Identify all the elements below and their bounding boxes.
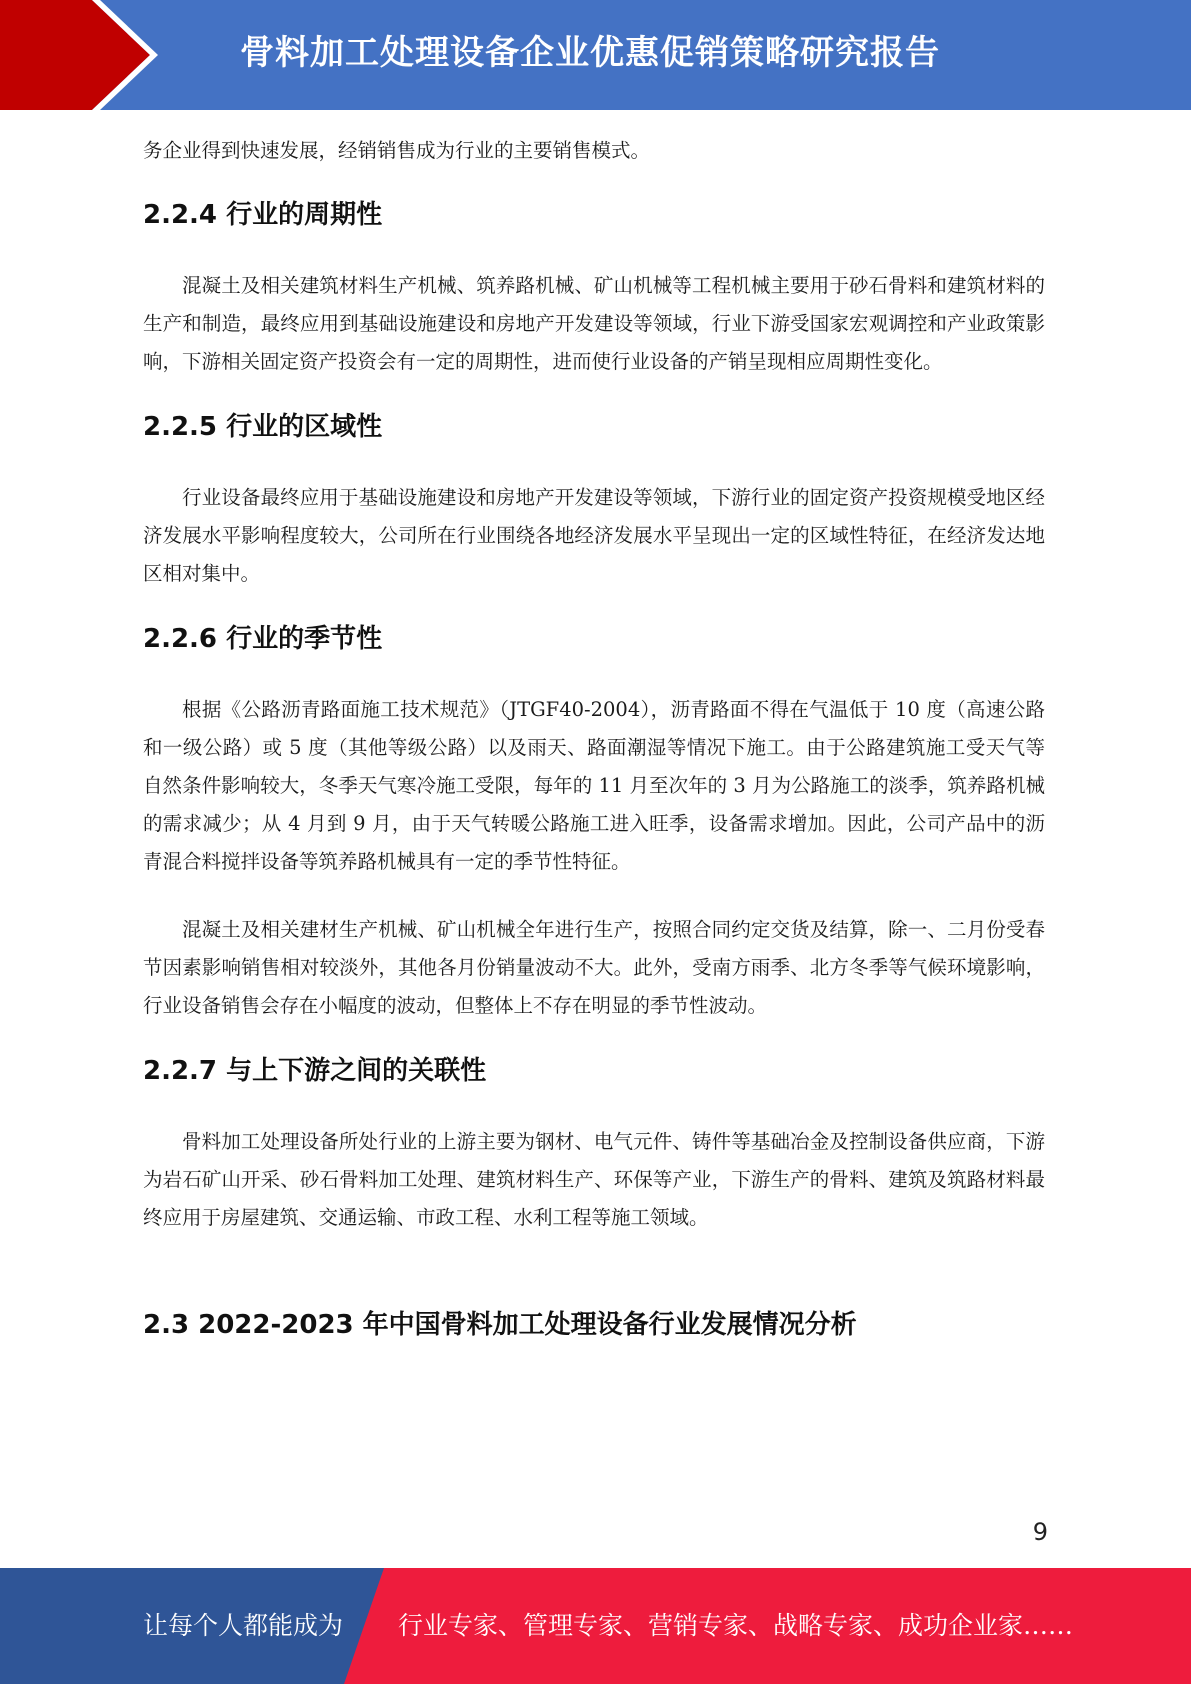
footer-slogan-left: 让每个人都能成为 xyxy=(143,1611,344,1640)
section-2-2-6-paragraph-2: 混凝土及相关建材生产机械、矿山机械全年进行生产，按照合同约定交货及结算，除一、二月份受春节因素影响销售相对较淡外，其他各月份销量波动不大。此外，受南方雨季、北方冬季等气候环境影响，行业设备销售会存在小幅度的波动，但整体上不存在明显的季节性波动。 xyxy=(143,918,1045,1017)
page-footer xyxy=(0,1568,1191,1684)
section-2-2-6-heading: 2.2.6 行业的季节性 xyxy=(143,624,383,654)
intro-paragraph-tail: 务企业得到快速发展，经销销售成为行业的主要销售模式。 xyxy=(143,139,651,162)
section-2-2-6-paragraph-1: 根据《公路沥青路面施工技术规范》（JTGF40-2004），沥青路面不得在气温低于 10 度（高速公路和一级公路）或 5 度（其他等级公路）以及雨天、路面潮湿等情况下施工。由于公路建筑施工受天气等自然条件影响较大，冬季天气寒冷施工受限，每年的 11 月至次年的 3 月为公路施工的淡季，筑养路机械的需求减少；从 4 月到 9 月，由于天气转暖公路施工进入旺季，设备需求增加。因此，公司产品中的沥青混合料搅拌设备等筑养路机械具有一定的季节性特征。 xyxy=(143,698,1045,873)
section-2-3-heading: 2.3 2022-2023 年中国骨料加工处理设备行业发展情况分析 xyxy=(143,1310,857,1340)
page-number: 9 xyxy=(1032,1518,1048,1546)
section-2-2-7-paragraph: 骨料加工处理设备所处行业的上游主要为钢材、电气元件、铸件等基础冶金及控制设备供应商，下游为岩石矿山开采、砂石骨料加工处理、建筑材料生产、环保等产业，下游生产的骨料、建筑及筑路材料最终应用于房屋建筑、交通运输、市政工程、水利工程等施工领域。 xyxy=(143,1130,1045,1229)
section-2-2-5-heading: 2.2.5 行业的区域性 xyxy=(143,412,383,442)
section-2-2-5-paragraph: 行业设备最终应用于基础设施建设和房地产开发建设等领域，下游行业的固定资产投资规模受地区经济发展水平影响程度较大，公司所在行业围绕各地经济发展水平呈现出一定的区域性特征，在经济发达地区相对集中。 xyxy=(143,486,1045,585)
report-title: 骨料加工处理设备企业优惠促销策略研究报告 xyxy=(240,33,940,73)
header-red-arrow xyxy=(0,0,150,110)
page-header xyxy=(0,0,1191,110)
section-2-2-7-heading: 2.2.7 与上下游之间的关联性 xyxy=(143,1056,487,1086)
page-body xyxy=(143,132,1045,1343)
section-2-2-4-paragraph: 混凝土及相关建筑材料生产机械、筑养路机械、矿山机械等工程机械主要用于砂石骨料和建筑材料的生产和制造，最终应用到基础设施建设和房地产开发建设等领域，行业下游受国家宏观调控和产业政策影响，下游相关固定资产投资会有一定的周期性，进而使行业设备的产销呈现相应周期性变化。 xyxy=(143,274,1045,373)
section-2-2-4-heading: 2.2.4 行业的周期性 xyxy=(143,200,383,230)
footer-slogan-right: 行业专家、管理专家、营销专家、战略专家、成功企业家…… xyxy=(398,1611,1074,1640)
